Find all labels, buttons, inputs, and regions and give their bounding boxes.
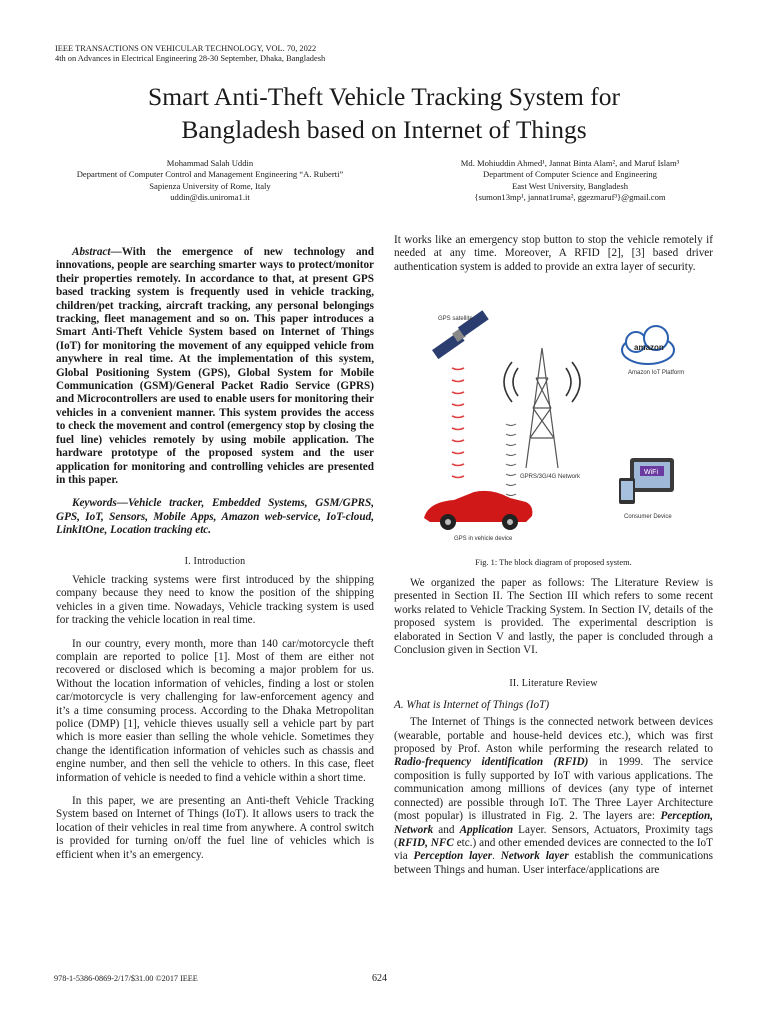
- title-line-2: Bangladesh based on Internet of Things: [181, 115, 587, 144]
- section-heading-introduction: I. Introduction: [184, 555, 246, 567]
- keywords: [56, 497, 374, 537]
- amazon-label: amazon: [634, 343, 664, 352]
- subsection-heading-iot: A. What is Internet of Things (IoT): [394, 698, 550, 711]
- author-block-left: [40, 158, 380, 204]
- author-univ: Sapienza University of Rome, Italy: [149, 180, 271, 191]
- consumer-device-icon: [619, 458, 674, 520]
- iot-text-e: .: [492, 850, 501, 863]
- iot-text-and: and: [433, 823, 460, 836]
- figure-caption: Fig. 1: The block diagram of proposed system.: [475, 558, 632, 567]
- iot-paragraph: [394, 716, 713, 877]
- abstract-text: —With the emergence of new technology and innovations, people are searching smarter ways to protect/monitor their properties remotely. In accordance to that, at present GPS based tracking system is frequently used in vehicle tracking, children/pet tracking, aircraft tracking, any personal belongings tracking, fleet management and so on. This paper introduces a Smart Anti-Theft Vehicle System based on Internet of Things (IoT) for monitoring the movement of any equipped vehicle from anywhere in real time. At the implementation of this system, Global Positioning System (GPS), Global System for Mobile Communication (GSM)/General Packet Radio Service (GPRS) and Microcontrollers are used to enable users for monitoring their vehicles in a convenient manner. This system provides the access to check the movement and control (emergency stop by closing the fuel line) vehicles remotely by using mobile application. The hardware prototype of the proposed system and the user application for monitoring and controlling vehicles are presented in this paper.: [56, 246, 374, 486]
- page-number: 624: [372, 973, 387, 984]
- iot-application-term: Application: [459, 823, 514, 836]
- tower-label: GPRS/3G/4G Network: [520, 474, 581, 480]
- iot-text-d: etc.) and other emended devices are connected to the IoT via: [394, 836, 713, 863]
- iot-rfid-term: Radio-frequency identification (RFID): [394, 756, 589, 769]
- car-label: GPS in vehicle device: [454, 536, 513, 542]
- iot-text-b: in 1999. The service composition is fully supported by IoT with various applications. The communication among millions of devices (any type of internet connected) are possible through IoT. The Three Layer Architecture (most popular) is illustrated in Fig. 2. The layers are:: [394, 756, 713, 823]
- keywords-lead: Keywords: [72, 497, 117, 510]
- iot-perception-term: Perception, Network: [394, 810, 713, 836]
- author-email: {sumon13mp¹, jannat1ruma², ggezmaruf³}@gmail.com: [474, 192, 666, 203]
- iot-text-a: The Internet of Things is the connected network between devices (wearable, portable and house-held devices etc.), which was first proposed by Prof. Aston while performing the research related to: [394, 716, 713, 756]
- section-heading-literature: II. Literature Review: [509, 678, 598, 690]
- author-dept: Department of Computer Control and Management Engineering “A. Ruberti”: [76, 169, 344, 180]
- abstract: [56, 246, 374, 487]
- gps-signal-icon: [452, 368, 464, 478]
- author-name: Md. Mohiuddin Ahmed¹, Jannat Binta Alam², and Maruf Islam³: [460, 158, 680, 168]
- right-top-paragraph: It works like an emergency stop button to stop the vehicle remotely if needed at any time. Moreover, A RFID [2], [3] based driver authentication system is added to provide an extra layer of security.: [394, 234, 713, 273]
- iot-network-layer-term: Network layer: [500, 850, 569, 863]
- author-email: uddin@dis.uniroma1.it: [170, 192, 250, 203]
- header-journal: IEEE TRANSACTIONS ON VEHICULAR TECHNOLOGY, VOL. 70, 2022: [55, 44, 317, 53]
- tower-signal-icon: [506, 424, 516, 496]
- author-dept: Department of Computer Science and Engineering: [483, 169, 657, 180]
- right-column-top: [394, 234, 713, 274]
- author-name: Mohammad Salah Uddin: [166, 158, 254, 168]
- title-line-1: Smart Anti-Theft Vehicle Tracking System for: [148, 82, 620, 111]
- running-header: [55, 44, 325, 64]
- author-univ: East West University, Bangladesh: [511, 180, 629, 191]
- amazon-cloud-icon: [622, 326, 684, 376]
- device-label: Consumer Device: [624, 514, 672, 520]
- header-conference: 4th on Advances in Electrical Engineering 28-30 September, Dhaka, Bangladesh: [55, 54, 326, 63]
- iot-text-c: Layer. Sensors, Actuators, Proximity tags (: [394, 823, 714, 849]
- keywords-text: —Vehicle tracker, Embedded Systems, GSM/GPRS, GPS, IoT, Sensors, Mobile Apps, Amazon web-service, IoT-cloud, LinkItOne, Location tracking etc.: [56, 497, 374, 537]
- left-column: [56, 246, 374, 862]
- cell-tower-icon: [504, 348, 581, 480]
- author-block-right: [400, 158, 740, 204]
- car-icon: [424, 491, 532, 542]
- satellite-icon: [432, 310, 489, 359]
- intro-paragraph-1: Vehicle tracking systems were first introduced by the shipping company because they need to know the position of the shipping vehicles in a given time. Nowadays, Vehicle tracking system is used for tracking the vehicle location in real time.: [56, 573, 374, 627]
- abstract-lead: Abstract: [72, 246, 111, 258]
- iot-perception-layer-term: Perception layer: [413, 850, 493, 863]
- paper-title: [0, 80, 768, 146]
- block-diagram-figure: [414, 308, 698, 552]
- amazon-sub-label: Amazon IoT Platform: [628, 370, 685, 376]
- iot-text-f: establish the communications between Things and human. User interface/applications are: [394, 850, 713, 876]
- right-column-bottom: [394, 577, 713, 877]
- footer-isbn: 978-1-5386-0869-2/17/$31.00 ©2017 IEEE: [54, 974, 198, 983]
- intro-paragraph-2: In our country, every month, more than 140 car/motorcycle theft complain are reported to police [1]. Most of them are either not recovered or disclosed which is becoming a major problem for us. Without the location information of vehicles, finding a lost or stolen car/motorcycle is very challenging for law-enforcement agency and it’s a time consuming process. According to the Dhaka Metropolitan police (DMP) [1], vehicle thieves usually sell a vehicle part by part which is more easier than selling the whole vehicle. Sometimes they change the identification information of vehicles such as chassis and engine number, and then sell the vehicle to others. In this case, fleet information of vehicle is needed to find a vehicle within a short time.: [56, 637, 374, 784]
- iot-rfid-nfc-term: RFID, NFC: [397, 836, 454, 849]
- gps-label: GPS satellite: [438, 316, 473, 322]
- intro-paragraph-3: In this paper, we are presenting an Anti-theft Vehicle Tracking System based on Internet of Things (IoT). It allows users to track the location of their vehicles in real time from anywhere. A control switch is provided for turning on/off the fuel line of vehicles which is efficient when it’s an emergency.: [56, 795, 374, 861]
- wifi-label: WiFi: [644, 469, 658, 476]
- organization-paragraph: We organized the paper as follows: The Literature Review is presented in Section II. The Section III which refers to some recent works related to Vehicle Tracking System. In Section IV, details of the proposed system is provided. The experimental description is elaborated in Section V and lastly, the paper is concluded through a Conclusion given in Section VI.: [394, 577, 713, 657]
